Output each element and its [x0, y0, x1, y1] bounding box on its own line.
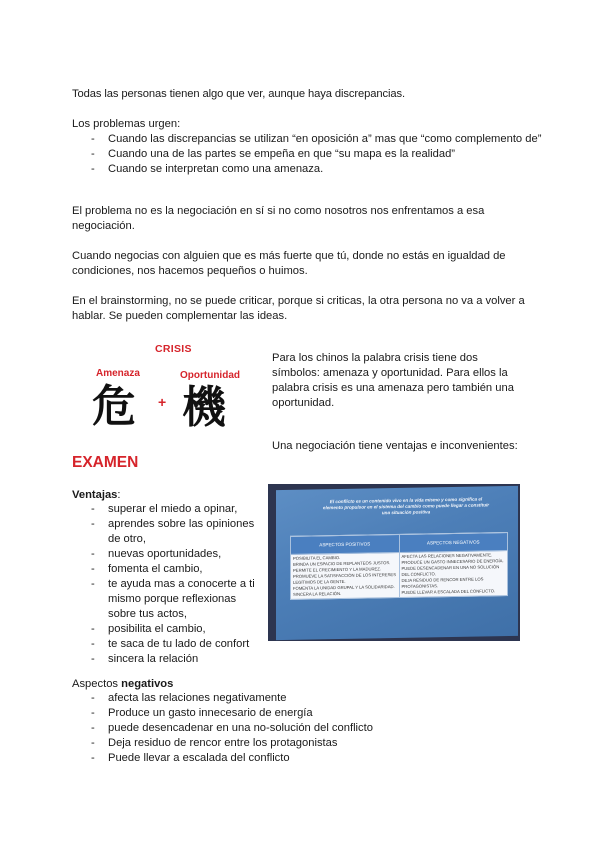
slide-bullet: FOMENTA LA UNIDAD GRUPAL Y LA SOLIDARIDAD.	[293, 584, 395, 591]
list-item: - superar el miedo a opinar,	[72, 502, 262, 517]
list-item: - posibilita el cambio,	[72, 622, 262, 637]
oportunidad-label: Oportunidad	[180, 370, 240, 381]
list-item: - Cuando se interpretan como una amenaza.	[72, 162, 542, 177]
negotiation-paragraph: El problema no es la negociación en sí si no como nosotros nos enfrentamos a esa negociación.	[72, 205, 485, 232]
slide-bullet: POSIBILITA EL CAMBIO.	[293, 554, 341, 561]
list-item: - puede desencadenar en una no-solución del conflicto	[72, 721, 522, 736]
slide-table	[290, 532, 508, 600]
slide-bullet: PUEDE LLEVAR A ESCALADA DEL CONFLICTO.	[401, 588, 496, 595]
list-item: - fomenta el cambio,	[72, 562, 262, 577]
list-item: - Cuando las discrepancias se utilizan “en oposición a” mas que “como complemento de”	[72, 132, 542, 147]
slide-bullet: PROMUEVE LA SATISFACCIÓN DE LOS INTERESES LEGÍTIMOS DE LA GENTE.	[293, 572, 397, 585]
intro-paragraph: Todas las personas tienen algo que ver, aunque haya discrepancias.	[72, 88, 405, 100]
slide-photo	[268, 484, 520, 641]
list-item: - te saca de tu lado de confort	[72, 637, 262, 652]
positive-aspects-cell	[291, 552, 400, 599]
plus-sign: +	[158, 394, 167, 410]
slide-bullet: DEJA RESIDUO DE RENCOR ENTRE LOS PROTAGONISTAS.	[401, 576, 484, 589]
opportunity-character: 機	[182, 382, 226, 433]
exam-label: EXAMEN	[72, 454, 139, 471]
list-item: - aprendes sobre las opiniones de otro,	[72, 517, 262, 547]
list-item: - nuevas oportunidades,	[72, 547, 262, 562]
advantages-heading-text: Ventajas	[72, 489, 118, 501]
slide-bullet: PERMITE EL CRECIMIENTO Y LA MADUREZ.	[293, 566, 382, 573]
negatives-list	[72, 691, 522, 766]
crisis-title: CRISIS	[155, 343, 192, 355]
list-item: - te ayuda mas a conocerte a ti mismo porque reflexionas sobre tus actos,	[72, 577, 262, 622]
danger-character: 危	[92, 381, 136, 432]
projected-slide	[276, 486, 518, 640]
slide-bullet: AFECTA LAS RELACIONES NEGATIVAMENTE.	[401, 552, 493, 559]
advantages-heading	[72, 488, 262, 503]
advantages-heading-colon: :	[117, 489, 121, 501]
slide-header: El conflicto es un contenido vivo en la vida mismo y como significa el elemento propulsor en el sistema del cambio como puede llegar a constituir una situación positiva	[322, 496, 490, 516]
slide-bullet: SINCERA LA RELACIÓN.	[293, 590, 342, 597]
list-item: - afecta las relaciones negativamente	[72, 691, 522, 706]
negatives-heading-prefix: Aspectos	[72, 678, 122, 690]
advantages-list	[72, 502, 262, 667]
negatives-heading-bold: negativos	[121, 678, 174, 690]
stronger-party-paragraph: Cuando negocias con alguien que es más fuerte que tú, donde no estás en igualdad de condiciones, nos hacemos pequeños o huimos.	[72, 250, 506, 277]
list-item: - Produce un gasto innecesario de energía	[72, 706, 522, 721]
brainstorming-paragraph: En el brainstorming, no se puede criticar, porque si criticas, la otra persona no va a volver a hablar. Se pueden complementar las ideas.	[72, 295, 525, 322]
crisis-explanation: Para los chinos la palabra crisis tiene dos símbolos: amenaza y oportunidad. Para ellos la palabra crisis es una amenaza pero también una oportunidad.	[272, 352, 514, 409]
slide-bullet: PUEDE DESENCADENAR EN UNA NO SOLUCIÓN DEL CONFLICTO.	[401, 564, 500, 577]
list-item: - sincera la relación	[72, 652, 262, 667]
negative-column-header: ASPECTOS NEGATIVOS	[399, 533, 508, 553]
slide-bullet: BRINDA UN ESPACIO DE REPLANTEOS JUSTOS.	[293, 560, 391, 567]
negotiation-line: Una negociación tiene ventajas e inconvenientes:	[272, 440, 518, 452]
negatives-heading	[72, 677, 524, 692]
problems-heading: Los problemas urgen:	[72, 118, 181, 130]
amenaza-label: Amenaza	[96, 368, 140, 379]
list-item: - Cuando una de las partes se empeña en que “su mapa es la realidad”	[72, 147, 542, 162]
list-item: - Deja residuo de rencor entre los protagonistas	[72, 736, 522, 751]
list-item: - Puede llevar a escalada del conflicto	[72, 751, 522, 766]
negative-aspects-cell	[399, 551, 508, 598]
positive-column-header: ASPECTOS POSITIVOS	[291, 534, 400, 554]
problems-list	[72, 132, 542, 177]
slide-bullet: PRODUCE UN GASTO INNECESARIO DE ENERGÍA.	[401, 558, 504, 565]
